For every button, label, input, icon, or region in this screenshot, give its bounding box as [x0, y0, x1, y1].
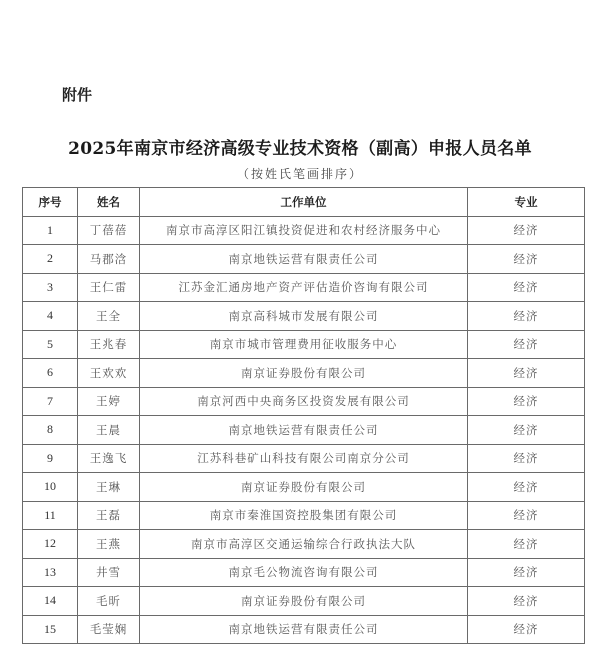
cell-employer: 南京市高淳区交通运输综合行政执法大队: [140, 530, 468, 559]
cell-employer: 南京证券股份有限公司: [140, 473, 468, 502]
cell-major: 经济: [468, 530, 585, 559]
cell-name: 王兆春: [78, 330, 140, 359]
cell-employer: 南京毛公物流咨询有限公司: [140, 558, 468, 587]
cell-employer: 南京市秦淮国资控股集团有限公司: [140, 501, 468, 530]
table-row: [23, 416, 585, 445]
cell-major: 经济: [468, 330, 585, 359]
cell-employer: 南京市高淳区阳江镇投资促进和农村经济服务中心: [140, 216, 468, 245]
cell-employer: 江苏金汇通房地产资产评估造价咨询有限公司: [140, 273, 468, 302]
cell-index: 10: [23, 473, 78, 502]
cell-index: 3: [23, 273, 78, 302]
cell-major: 经济: [468, 216, 585, 245]
cell-name: 王全: [78, 302, 140, 331]
table-row: [23, 387, 585, 416]
table-row: [23, 558, 585, 587]
table-row: [23, 216, 585, 245]
attachment-label: 附件: [62, 86, 93, 104]
cell-major: 经济: [468, 273, 585, 302]
table-row: [23, 444, 585, 473]
cell-employer: 南京证券股份有限公司: [140, 587, 468, 616]
header-index: 序号: [23, 188, 78, 217]
document-subtitle: （按姓氏笔画排序）: [236, 167, 363, 181]
cell-major: 经济: [468, 615, 585, 644]
table-row: [23, 330, 585, 359]
table-row: [23, 273, 585, 302]
header-name: 姓名: [78, 188, 140, 217]
cell-index: 9: [23, 444, 78, 473]
cell-index: 4: [23, 302, 78, 331]
header-employer: 工作单位: [140, 188, 468, 217]
cell-name: 王仁雷: [78, 273, 140, 302]
cell-major: 经济: [468, 473, 585, 502]
table-row: [23, 530, 585, 559]
cell-major: 经济: [468, 558, 585, 587]
table-row: [23, 615, 585, 644]
cell-index: 15: [23, 615, 78, 644]
cell-name: 王磊: [78, 501, 140, 530]
cell-major: 经济: [468, 587, 585, 616]
cell-name: 丁蓓蓓: [78, 216, 140, 245]
cell-major: 经济: [468, 359, 585, 388]
cell-major: 经济: [468, 302, 585, 331]
cell-index: 12: [23, 530, 78, 559]
cell-major: 经济: [468, 387, 585, 416]
cell-index: 8: [23, 416, 78, 445]
cell-employer: 南京地铁运营有限责任公司: [140, 416, 468, 445]
cell-name: 毛昕: [78, 587, 140, 616]
cell-employer: 南京地铁运营有限责任公司: [140, 245, 468, 274]
cell-name: 王逸飞: [78, 444, 140, 473]
cell-name: 王欢欢: [78, 359, 140, 388]
cell-employer: 南京河西中央商务区投资发展有限公司: [140, 387, 468, 416]
table-row: [23, 359, 585, 388]
header-major: 专业: [468, 188, 585, 217]
cell-employer: 南京地铁运营有限责任公司: [140, 615, 468, 644]
table-header-row: [23, 188, 585, 217]
cell-index: 11: [23, 501, 78, 530]
cell-major: 经济: [468, 245, 585, 274]
cell-index: 2: [23, 245, 78, 274]
table-row: [23, 302, 585, 331]
table-row: [23, 245, 585, 274]
cell-index: 6: [23, 359, 78, 388]
applicant-table: [22, 187, 585, 644]
cell-index: 13: [23, 558, 78, 587]
cell-name: 毛莹娴: [78, 615, 140, 644]
cell-name: 王婷: [78, 387, 140, 416]
cell-major: 经济: [468, 444, 585, 473]
cell-index: 7: [23, 387, 78, 416]
cell-employer: 南京证券股份有限公司: [140, 359, 468, 388]
cell-index: 1: [23, 216, 78, 245]
cell-employer: 南京高科城市发展有限公司: [140, 302, 468, 331]
cell-name: 井雪: [78, 558, 140, 587]
cell-employer: 江苏科巷矿山科技有限公司南京分公司: [140, 444, 468, 473]
cell-index: 5: [23, 330, 78, 359]
table-row: [23, 473, 585, 502]
cell-name: 王燕: [78, 530, 140, 559]
cell-major: 经济: [468, 416, 585, 445]
table-row: [23, 587, 585, 616]
cell-major: 经济: [468, 501, 585, 530]
cell-name: 王琳: [78, 473, 140, 502]
cell-employer: 南京市城市管理费用征收服务中心: [140, 330, 468, 359]
table-row: [23, 501, 585, 530]
document-title: 2025年南京市经济高级专业技术资格（副高）申报人员名单: [68, 139, 532, 159]
cell-name: 马郡浛: [78, 245, 140, 274]
cell-name: 王晨: [78, 416, 140, 445]
cell-index: 14: [23, 587, 78, 616]
